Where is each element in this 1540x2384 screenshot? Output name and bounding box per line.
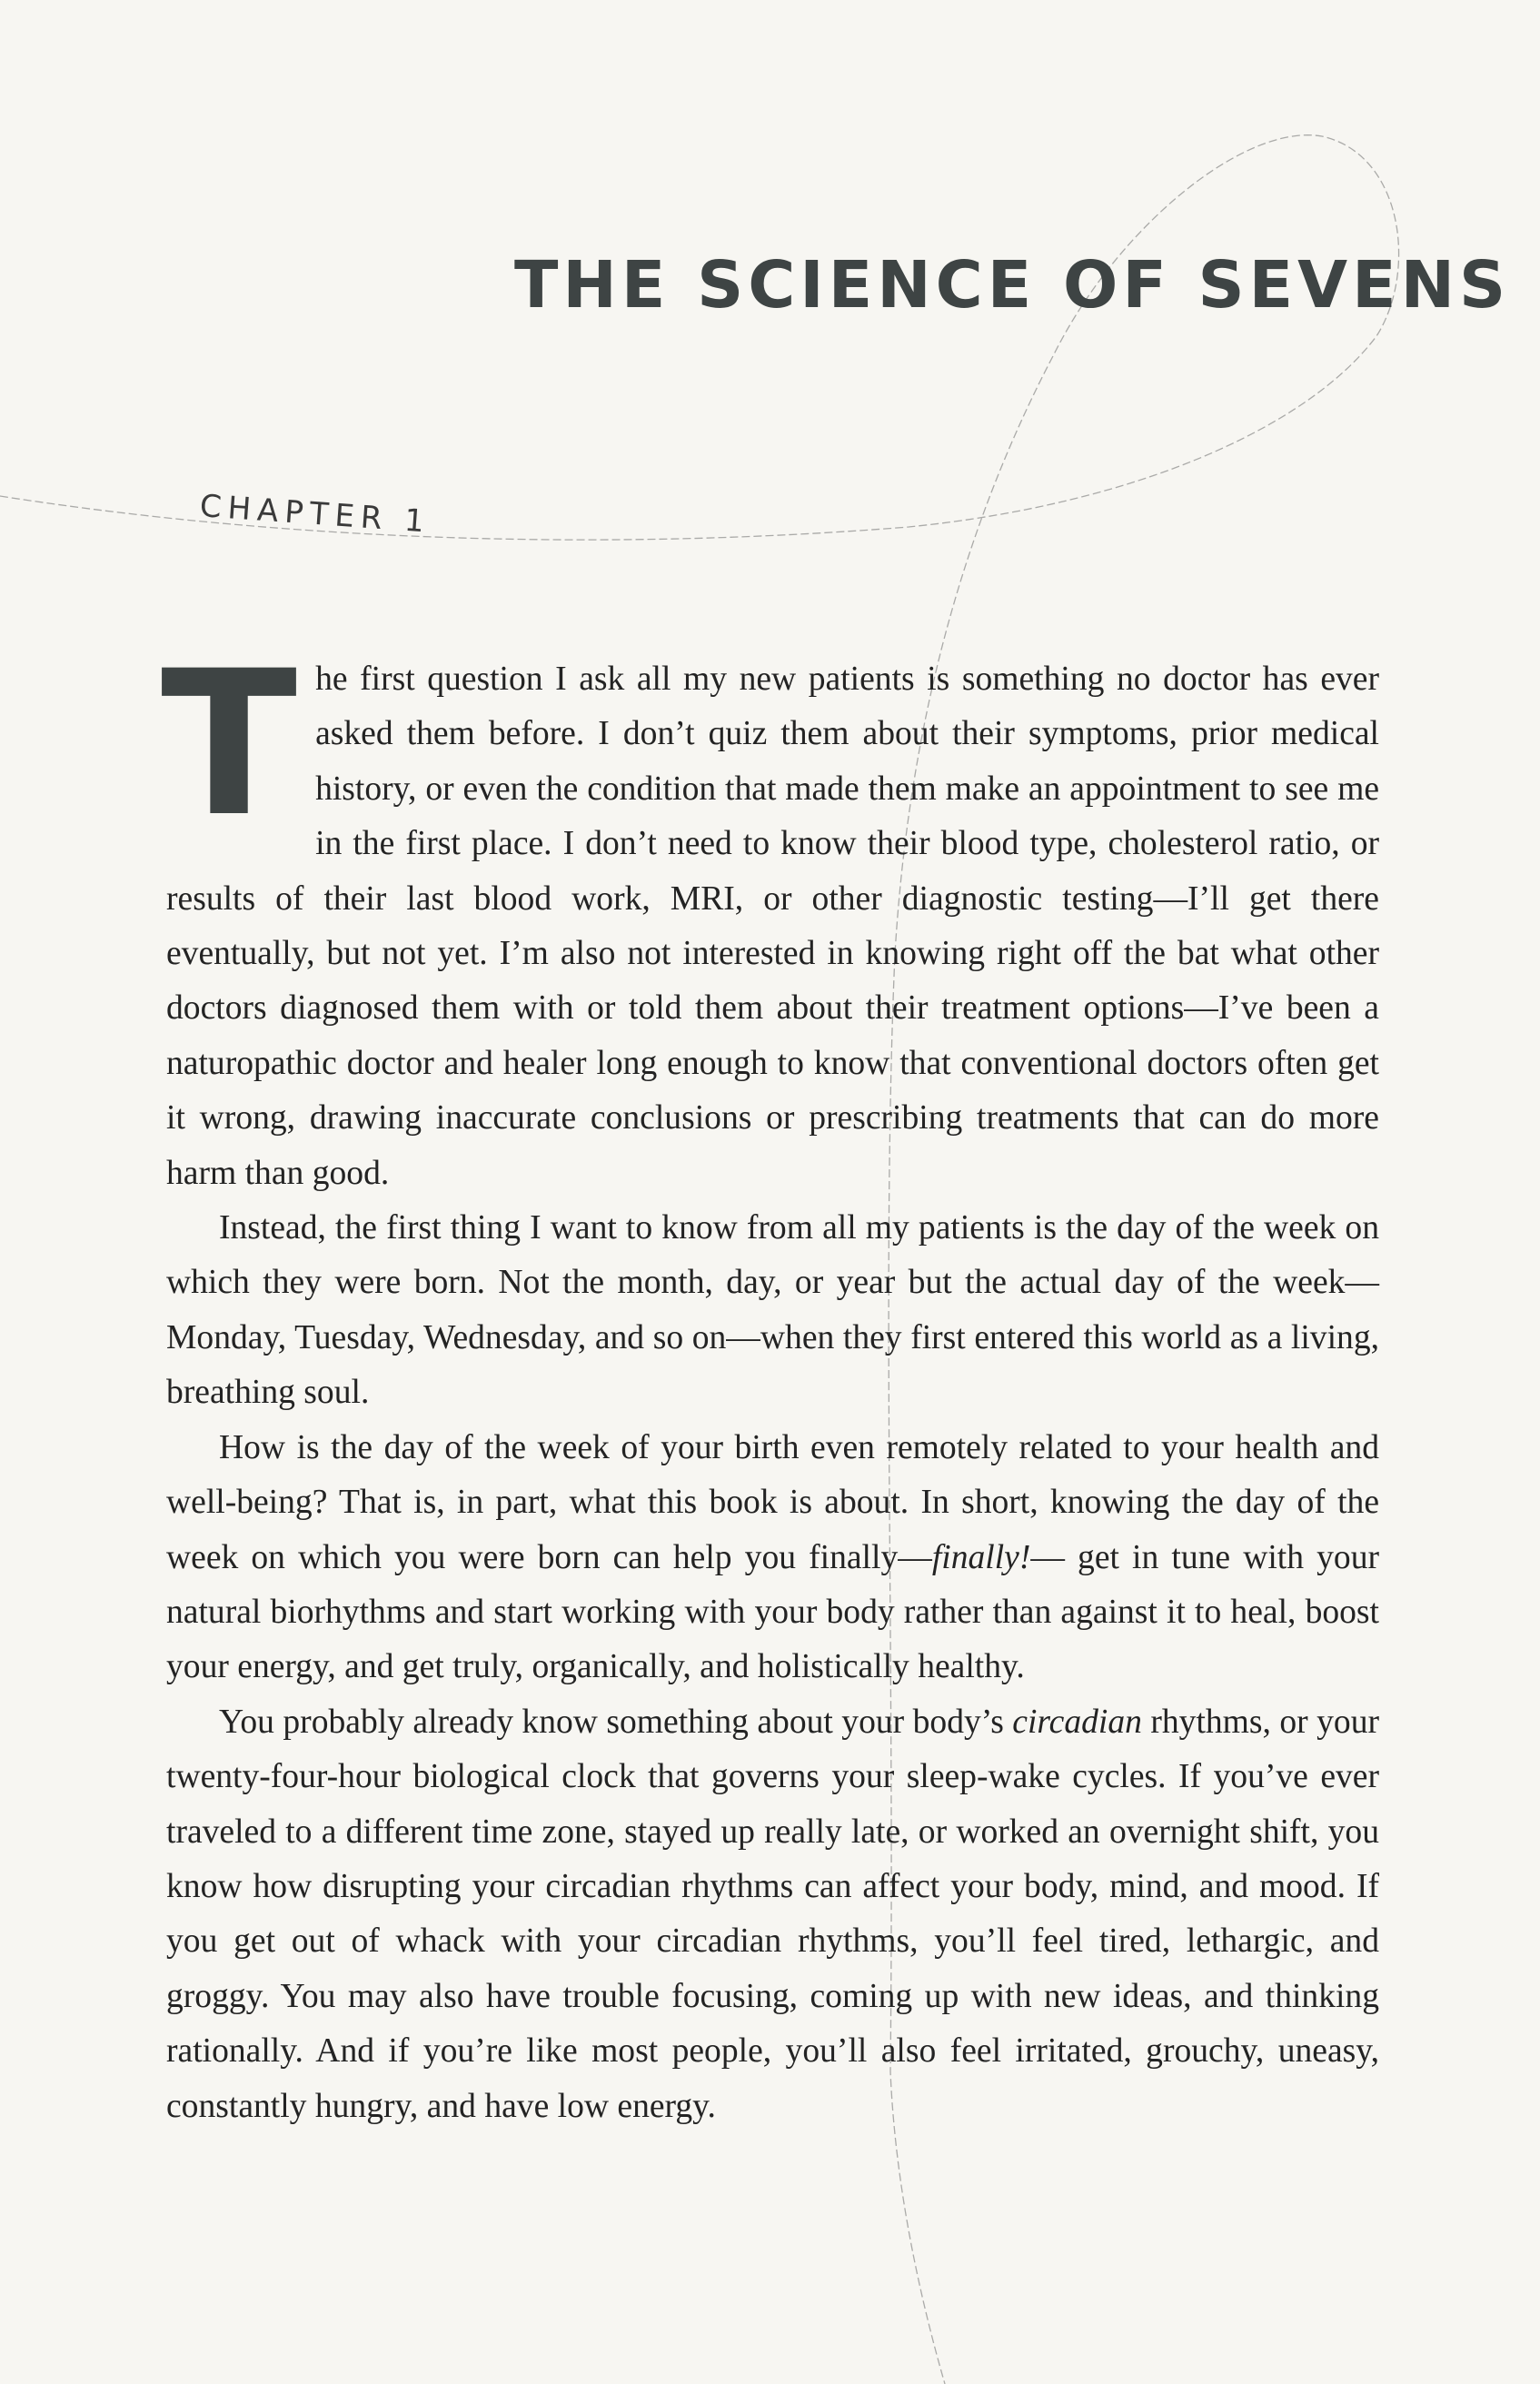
paragraph-1-text: he first question I ask all my new patients is something no doctor has ever asked them before. I don’t quiz them about their symptoms, prior medical history, or even the condition that made them make an appointment to see me in the first place. I don’t need to know their blood type, cholesterol ratio, or results of their last blood work, MRI, or other diagnostic testing—I’ll get there eventually, but not yet. I’m also not interested in knowing right off the bat what other doctors diagnosed them with or told them about their treatment options—I’ve been a naturopathic doctor and healer long enough to know that conventional doctors often get it wrong, drawing inaccurate conclusions or prescribing treatments that can do more harm than good. xyxy=(166,661,1379,1192)
paragraph-4 xyxy=(166,1695,1379,2134)
paragraph-2: Instead, the first thing I want to know from all my patients is the day of the week on which they were born. Not the month, day, or year but the actual day of the week—Monday, Tuesday, Wednesday, and so on—when they first entered this world as a living, breathing soul. xyxy=(166,1209,1379,1412)
page-title: THE SCIENCE OF SEVENS xyxy=(514,247,1511,323)
paragraph-4-text-b: rhythms, or your twenty-four-hour biological clock that governs your sleep-wake cycles. If you’ve ever traveled to a different time zone, stayed up really late, or worked an overnight shift, you know how disrupting your circadian rhythms can affect your body, mind, and mood. If you get out of whack with your circadian rhythms, you’ll feel tired, lethargic, and groggy. You may also have trouble focusing, coming up with new ideas, and thinking rationally. And if you’re like most people, you’ll also feel irritated, grouchy, uneasy, constantly hungry, and have low energy. xyxy=(166,1703,1379,2125)
paragraph-4-emphasis: circadian xyxy=(1012,1703,1142,1741)
paragraph-1 xyxy=(161,628,1379,1201)
chapter-label: CHAPTER 1 xyxy=(198,488,432,541)
paragraph-3 xyxy=(166,1421,1379,1695)
drop-cap: T xyxy=(161,628,298,860)
paragraph-3-text-b: — get in tune with your natural biorhythms and start working with your body rather than against it to heal, boost your energy, and get truly, organically, and holistically healthy. xyxy=(166,1538,1380,1686)
paragraph-3-text-a: How is the day of the week of your birth even remotely related to your health and well-being? That is, in part, what this book is about. In short, knowing the day of the week on which you were born can help you finally— xyxy=(166,1428,1379,1576)
paragraph-3-emphasis: finally! xyxy=(931,1538,1031,1576)
paragraph-4-text-a: You probably already know something about your body’s xyxy=(219,1703,1013,1741)
chapter-body xyxy=(161,628,1380,2134)
